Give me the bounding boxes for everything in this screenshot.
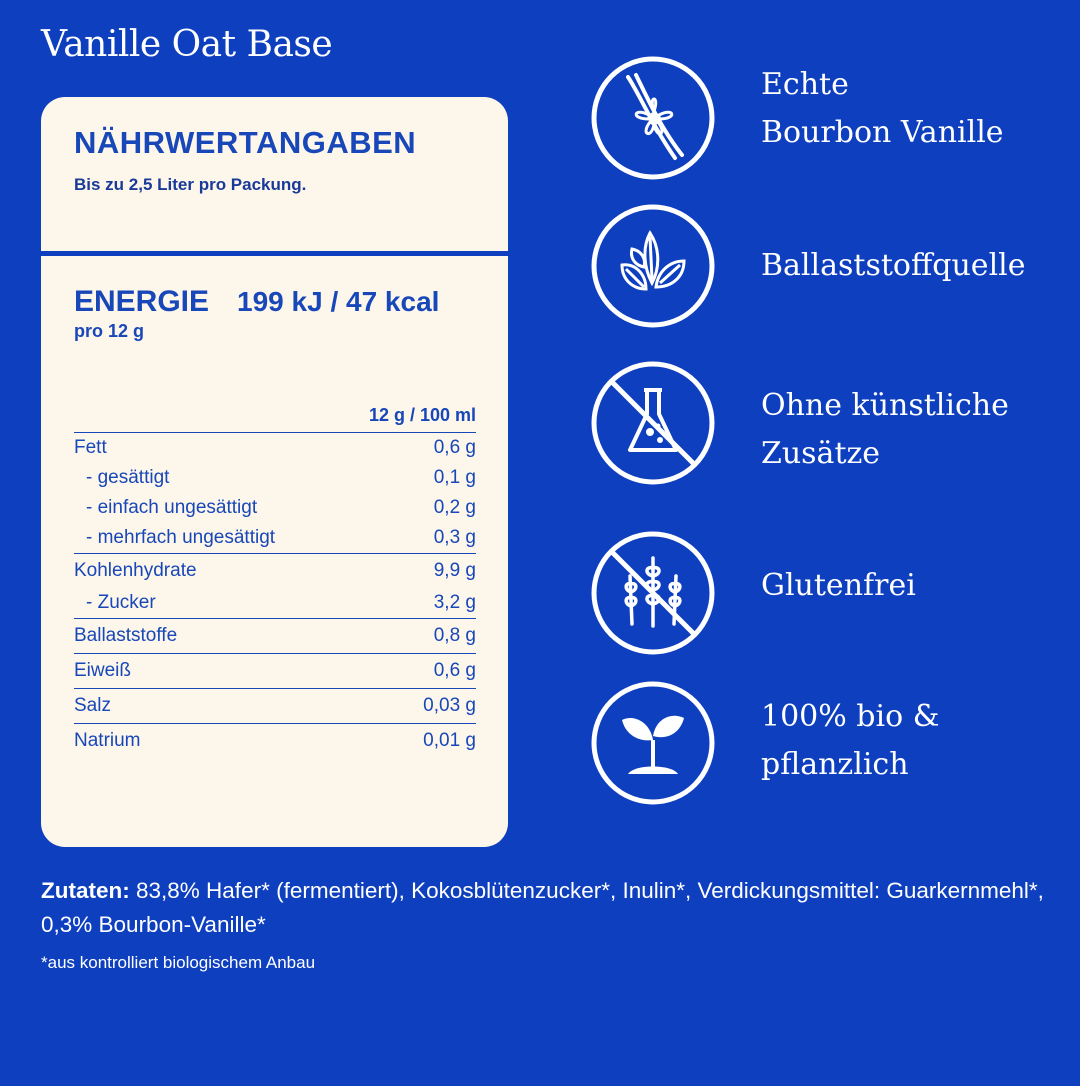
row-value: 3,2 g [433, 592, 476, 613]
row-value: 0,03 g [423, 695, 476, 716]
table-row [74, 723, 476, 758]
feature-line1: Ohne künstliche [761, 388, 1009, 423]
feature-line1: Ballaststoffquelle [761, 248, 1026, 283]
feature-item [590, 680, 1050, 810]
seedling-icon [590, 680, 716, 806]
feature-label [761, 382, 1061, 478]
row-value: 0,8 g [433, 625, 476, 646]
feature-line2: Bourbon Vanille [761, 115, 1004, 150]
row-label: Natrium [74, 730, 141, 751]
feature-item [590, 360, 1050, 490]
nutrition-subheading: Bis zu 2,5 Liter pro Packung. [74, 175, 307, 194]
row-label: Eiweiß [74, 660, 132, 681]
row-label: - einfach ungesättigt [86, 497, 258, 518]
row-value: 9,9 g [433, 560, 476, 581]
table-row [74, 688, 476, 723]
feature-line2: pflanzlich [761, 747, 909, 782]
row-label: Kohlenhydrate [74, 560, 197, 581]
table-row [74, 653, 476, 688]
card-divider [41, 251, 508, 256]
feature-label [761, 242, 1061, 290]
no-additives-flask-icon [590, 360, 716, 486]
feature-line1: 100% bio & [761, 699, 940, 734]
row-value: 0,6 g [433, 660, 476, 681]
table-row [74, 588, 476, 618]
oat-grains-icon [590, 203, 716, 329]
row-value: 0,6 g [433, 437, 476, 458]
ingredients-list: 83,8% Hafer* (fermentiert), Kokosblütenzucker*, Inulin*, Verdickungsmittel: Guarkernmehl*, 0,3% Bourbon-Vanille* [41, 878, 1044, 937]
row-label: - gesättigt [86, 467, 170, 488]
feature-line1: Echte [761, 67, 849, 102]
row-value: 0,01 g [423, 730, 476, 751]
nutrition-table [74, 405, 476, 758]
nutrition-card [41, 97, 508, 847]
energy-label: ENERGIE [74, 285, 210, 318]
feature-item [590, 530, 1050, 660]
table-row [74, 463, 476, 493]
feature-label [761, 693, 1061, 789]
row-label: - Zucker [86, 592, 156, 613]
feature-label [761, 562, 1061, 610]
vanilla-flower-icon [590, 55, 716, 181]
feature-line2: Zusätze [761, 436, 881, 471]
ingredients-text [41, 874, 1051, 942]
gluten-free-wheat-icon [590, 530, 716, 656]
energy-value: 199 kJ / 47 kcal [237, 286, 440, 317]
row-label: Fett [74, 437, 107, 458]
row-label: - mehrfach ungesättigt [86, 527, 276, 548]
ingredients-label: Zutaten: [41, 878, 130, 903]
product-title: Vanille Oat Base [41, 24, 333, 65]
table-row [74, 553, 476, 588]
row-value: 0,3 g [433, 527, 476, 548]
feature-item [590, 203, 1050, 333]
column-header: 12 g / 100 ml [74, 405, 476, 433]
row-value: 0,2 g [433, 497, 476, 518]
nutrition-header [74, 125, 416, 195]
organic-footnote: *aus kontrolliert biologischem Anbau [41, 953, 316, 972]
table-row [74, 523, 476, 553]
energy-per: pro 12 g [74, 321, 145, 341]
feature-label [761, 61, 1061, 157]
table-row [74, 618, 476, 653]
feature-item [590, 55, 1050, 185]
row-label: Ballaststoffe [74, 625, 178, 646]
row-value: 0,1 g [433, 467, 476, 488]
row-label: Salz [74, 695, 111, 716]
energy-block [74, 285, 474, 342]
table-row [74, 493, 476, 523]
nutrition-heading: NÄHRWERTANGABEN [74, 125, 417, 160]
table-row [74, 433, 476, 463]
feature-line1: Glutenfrei [761, 568, 916, 603]
